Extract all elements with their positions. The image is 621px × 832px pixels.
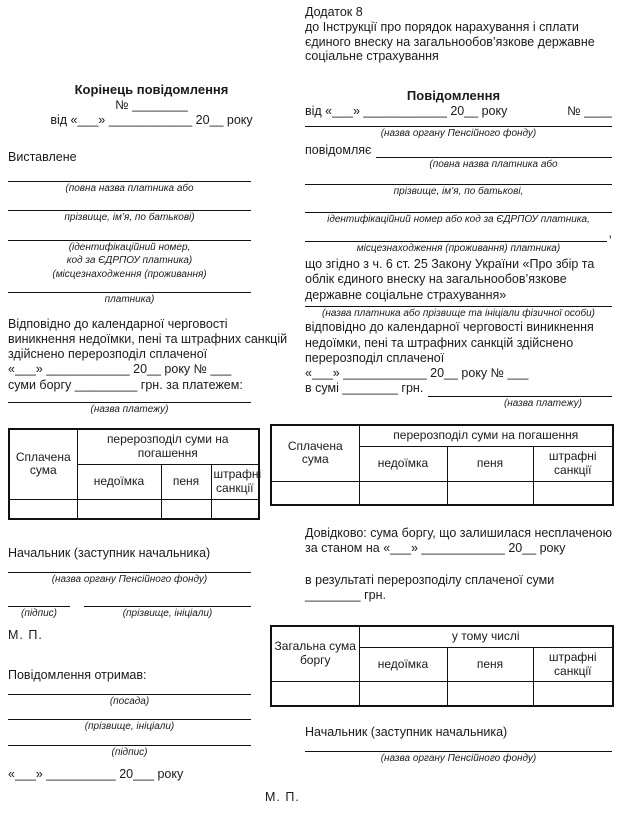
position-field bbox=[8, 685, 251, 709]
notice-pension-body-field-2 bbox=[305, 742, 612, 766]
stub-pension-body-field bbox=[8, 563, 251, 587]
signature-line bbox=[84, 595, 251, 607]
stub-payment-field bbox=[8, 397, 251, 417]
total-group-header: у тому числі bbox=[359, 626, 613, 647]
signature-line bbox=[305, 742, 612, 752]
stub-location-field bbox=[8, 281, 251, 307]
paid-sub1-header: недоїмка bbox=[77, 464, 161, 499]
blank-line bbox=[8, 195, 251, 211]
notice-date-number-line: «___» ____________ 20__ року № ___ bbox=[305, 366, 529, 381]
payment-caption: (назва платежу) bbox=[503, 397, 582, 409]
surname-field-2 bbox=[8, 708, 251, 734]
paid-group-header: перерозподіл суми на погашення bbox=[77, 429, 259, 464]
signature-field-2 bbox=[8, 734, 251, 760]
signature-caption-2: (підпис) bbox=[111, 746, 148, 758]
notice-stamp-label: М. П. bbox=[265, 789, 300, 804]
amount-field bbox=[305, 381, 612, 410]
blank-line bbox=[305, 199, 612, 213]
pension-body-caption-2: (назва органу Пенсійного фонду) bbox=[380, 753, 537, 765]
trailing-comma: , bbox=[608, 226, 612, 241]
payer-name-caption: (назва платника або прізвище та ініціали фізичної особи) bbox=[322, 307, 595, 319]
table-cell-empty bbox=[447, 682, 533, 706]
stub-payer-name-field bbox=[8, 168, 251, 196]
stub-column bbox=[8, 82, 295, 783]
surname-caption-2: (прізвище, ініціали) bbox=[84, 721, 175, 733]
notice-surname-field bbox=[305, 171, 612, 199]
table-cell-empty bbox=[533, 481, 613, 505]
notice-date-number-row bbox=[305, 104, 612, 119]
result-line: в результаті перерозподілу сплаченої суми ________ грн. bbox=[305, 572, 555, 602]
paid-sub2-header: пеня bbox=[161, 464, 211, 499]
stub-amount-line: суми боргу _________ грн. за платежем: bbox=[8, 377, 243, 392]
blank-line bbox=[305, 228, 607, 242]
law-paragraph: що згідно з ч. 6 ст. 25 Закону України «Про збір та облік єдиного внеску на загальнообов’язкове державне соціальне страхування» bbox=[305, 257, 595, 302]
table-cell-empty bbox=[359, 682, 447, 706]
surname-caption: (прізвище, ініціали) bbox=[122, 607, 213, 619]
payment-caption: (назва платежу) bbox=[90, 403, 169, 415]
position-caption: (посада) bbox=[109, 695, 150, 707]
notice-redistribution-paragraph: відповідно до календарної черговості виникнення недоїмки, пені та штрафних санкцій здійснено перерозподіл сплаченої bbox=[305, 320, 594, 365]
table-row bbox=[271, 682, 613, 706]
total-debt-table bbox=[270, 625, 614, 707]
blank-line bbox=[8, 168, 251, 182]
payer-name-caption-3: ідентифікаційний номер або код за ЄДРПОУ платника, bbox=[327, 213, 590, 225]
table-row bbox=[9, 499, 259, 519]
payer-name-line-field bbox=[305, 303, 612, 321]
total-sub3-header: штрафні санкції bbox=[533, 647, 613, 682]
table-cell-empty bbox=[271, 481, 359, 505]
notice-pension-body-field bbox=[305, 119, 612, 141]
reference-paragraph: Довідково: сума боргу, що залишилася несплаченою за станом на «___» ____________ 20__ року bbox=[305, 526, 612, 556]
pension-body-caption: (назва органу Пенсійного фонду) bbox=[380, 128, 537, 140]
stub-received-label: Повідомлення отримав: bbox=[8, 667, 147, 682]
table-cell-empty bbox=[447, 481, 533, 505]
paid-sub2-header: пеня bbox=[447, 446, 533, 481]
blank-line bbox=[8, 225, 251, 241]
stub-date-line: від «___» ____________ 20__ року bbox=[50, 113, 253, 128]
stub-payer-surname-field bbox=[8, 195, 251, 225]
paid-group-header: перерозподіл суми на погашення bbox=[359, 425, 613, 446]
signature-line bbox=[8, 685, 251, 695]
blank-line bbox=[305, 119, 612, 127]
paid-col1-header: Сплачена сума bbox=[271, 425, 359, 481]
stub-id-field bbox=[8, 225, 251, 282]
stub-signature-row bbox=[8, 595, 295, 621]
blank-line bbox=[8, 281, 251, 293]
paid-sub3-header: штрафні санкції bbox=[533, 446, 613, 481]
stub-number-line: № ________ bbox=[115, 97, 188, 112]
stub-stamp-label: М. П. bbox=[8, 628, 43, 643]
surname-field bbox=[84, 595, 251, 621]
appendix-line-1: Додаток 8 bbox=[305, 5, 363, 19]
appendix-line-4: соціальне страхування bbox=[305, 49, 439, 64]
blank-line bbox=[376, 157, 612, 158]
notice-column bbox=[265, 82, 621, 805]
notice-number-label: № ____ bbox=[567, 103, 612, 118]
paid-col1-header: Сплачена сума bbox=[9, 429, 77, 499]
appendix-line-3: єдиного внеску на загальнообов’язкове державне bbox=[305, 34, 595, 49]
blank-line bbox=[428, 396, 612, 397]
paid-sub3-header: штрафні санкції bbox=[211, 464, 259, 499]
signature-line bbox=[8, 734, 251, 746]
id-caption-2: код за ЄДРПОУ платника) bbox=[66, 255, 193, 267]
blank-line bbox=[305, 171, 612, 185]
paid-sub1-header: недоїмка bbox=[359, 446, 447, 481]
stub-chief-label: Начальник (заступник начальника) bbox=[8, 546, 211, 561]
table-cell-empty bbox=[533, 682, 613, 706]
table-cell-empty bbox=[359, 481, 447, 505]
notifies-label: повідомляє bbox=[305, 142, 372, 157]
total-sub2-header: пеня bbox=[447, 647, 533, 682]
pension-body-caption: (назва органу Пенсійного фонду) bbox=[51, 574, 208, 586]
signature-field bbox=[8, 595, 70, 621]
signature-line bbox=[8, 595, 70, 607]
stub-bottom-date-line: «___» __________ 20___ року bbox=[8, 767, 184, 782]
id-caption-1: (ідентифікаційний номер, bbox=[68, 241, 191, 253]
id-caption-3: (місцезнаходження (проживання) bbox=[52, 268, 207, 280]
stub-title: Корінець повідомлення bbox=[74, 82, 229, 97]
stub-redistribution-paragraph: Відповідно до календарної черговості виникнення недоїмки, пені та штрафних санкцій здійснено перерозподіл сплаченої bbox=[8, 316, 288, 362]
signature-line bbox=[8, 708, 251, 720]
signature-caption: (підпис) bbox=[21, 607, 57, 619]
total-col1-header: Загальна сума боргу bbox=[271, 626, 359, 682]
stub-paid-table bbox=[8, 428, 260, 520]
notice-title: Повідомлення bbox=[406, 88, 501, 103]
payer-name-caption-1: (повна назва платника або bbox=[65, 182, 194, 194]
amount-prefix: в сумі ________ грн. bbox=[305, 381, 424, 396]
notice-location-field bbox=[305, 226, 612, 255]
appendix-header bbox=[305, 5, 615, 64]
notice-date-line: від «___» ____________ 20__ року bbox=[305, 103, 508, 118]
table-cell-empty bbox=[77, 499, 161, 519]
payer-name-caption-2: прізвище, ім’я, по батькові) bbox=[64, 212, 195, 224]
signature-line bbox=[8, 563, 251, 573]
notice-chief-label: Начальник (заступник начальника) bbox=[305, 724, 508, 739]
notice-id-field bbox=[305, 199, 612, 227]
table-cell-empty bbox=[271, 682, 359, 706]
id-caption-4: платника) bbox=[104, 294, 155, 306]
table-cell-empty bbox=[161, 499, 211, 519]
payer-name-caption-2: прізвище, ім’я, по батькові, bbox=[393, 186, 524, 198]
table-cell-empty bbox=[211, 499, 259, 519]
table-cell-empty bbox=[9, 499, 77, 519]
total-sub1-header: недоїмка bbox=[359, 647, 447, 682]
notice-paid-table bbox=[270, 424, 614, 506]
payer-name-caption-4: місцезнаходження (проживання) платника) bbox=[356, 242, 561, 254]
appendix-line-2: до Інструкції про порядок нарахування і сплати bbox=[305, 19, 579, 34]
notifies-field bbox=[305, 143, 612, 172]
stub-date-number-line: «___» ____________ 20__ року № ___ bbox=[8, 362, 232, 377]
stub-issued-label: Виставлене bbox=[8, 150, 77, 165]
payer-name-caption-1: (повна назва платника або bbox=[429, 158, 558, 170]
table-row bbox=[271, 481, 613, 505]
